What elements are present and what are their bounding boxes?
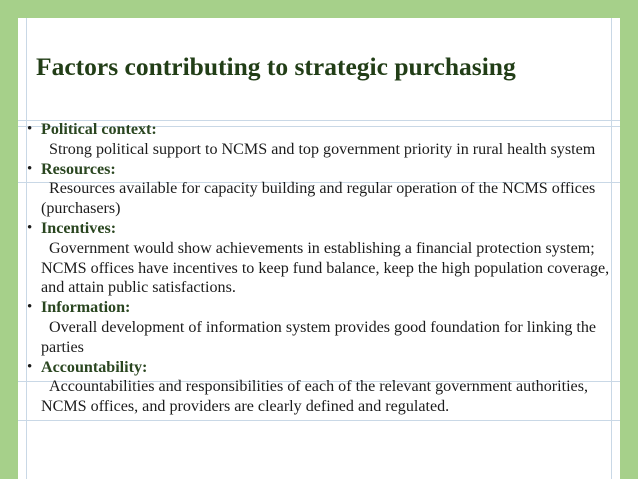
item-heading: Accountability:: [41, 358, 148, 376]
item-text: Strong political support to NCMS and top government priority in rural health system: [49, 140, 596, 158]
item-heading: Incentives:: [41, 219, 117, 237]
bullet-icon: •: [27, 358, 33, 375]
item-heading: Political context:: [41, 121, 157, 138]
list-item: [18, 120, 620, 160]
list-item: [18, 358, 620, 417]
slide-title: Factors contributing to strategic purchasing: [36, 52, 516, 81]
item-text: Government would show achievements in establishing a financial protection system; NCMS offices have incentives to keep fund balance, keep the high population coverage, and attain public satisfactions.: [41, 239, 610, 297]
list-item: [18, 160, 620, 219]
title-band: [18, 18, 620, 121]
horizontal-rule: [18, 420, 620, 421]
item-text: Accountabilities and responsibilities of each of the relevant government authorities, NCMS offices, and providers are clearly defined and regulated.: [41, 378, 588, 416]
bullet-icon: •: [27, 160, 33, 177]
list-item: [18, 219, 620, 298]
item-text: Resources available for capacity building and regular operation of the NCMS offices (purchasers): [41, 180, 596, 218]
item-heading: Resources:: [41, 160, 116, 178]
bullet-icon: •: [27, 299, 33, 316]
slide: [18, 18, 620, 479]
bullet-icon: •: [27, 121, 33, 137]
bullet-icon: •: [27, 219, 33, 236]
list-item: [18, 298, 620, 357]
item-heading: Information:: [41, 299, 131, 317]
item-text: Overall development of information system provides good foundation for linking the parties: [41, 318, 597, 356]
bullet-list: [18, 120, 620, 417]
